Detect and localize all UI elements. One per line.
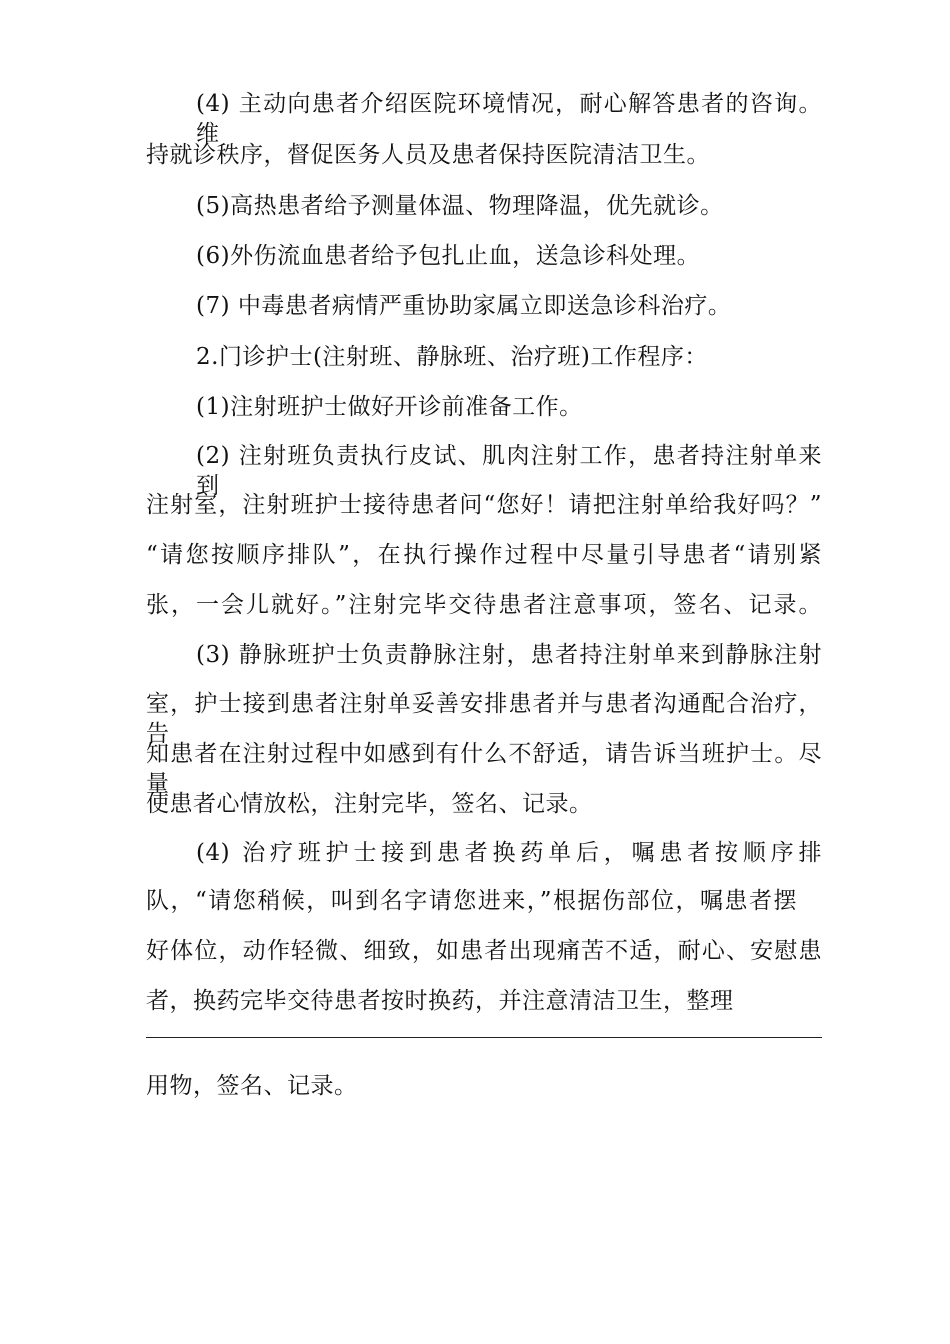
text-line-10: “请您按顺序排队”，在执行操作过程中尽量引导患者“请别紧 (146, 542, 822, 568)
text-line-15: 使患者心情放松，注射完毕，签名、记录。 (146, 791, 593, 817)
text-line-7: (1)注射班护士做好开诊前准备工作。 (196, 394, 583, 420)
text-line-3: (5)高热患者给予测量体温、物理降温，优先就诊。 (196, 193, 724, 219)
text-line-19: 者，换药完毕交待患者按时换药，并注意清洁卫生，整理 (146, 988, 734, 1014)
page-divider (146, 1037, 822, 1038)
text-line-11: 张，一会儿就好。”注射完毕交待患者注意事项，签名、记录。 (146, 592, 822, 618)
text-line-20: 用物，签名、记录。 (146, 1073, 358, 1099)
text-line-13: 室，护士接到患者注射单妥善安排患者并与患者沟通配合治疗，告 (146, 691, 822, 747)
text-line-4: (6)外伤流血患者给予包扎止血，送急诊科处理。 (196, 243, 701, 269)
text-line-14: 知患者在注射过程中如感到有什么不舒适，请告诉当班护士。尽量 (146, 741, 822, 797)
text-line-1: (4) 主动向患者介绍医院环境情况，耐心解答患者的咨询。维 (196, 91, 822, 147)
text-line-9: 注射室，注射班护士接待患者问“您好！请把注射单给我好吗？” (146, 492, 822, 518)
text-line-12: (3) 静脉班护士负责静脉注射，患者持注射单来到静脉注射 (196, 642, 822, 668)
text-line-5: (7) 中毒患者病情严重协助家属立即送急诊科治疗。 (196, 293, 732, 319)
text-line-16: (4) 治疗班护士接到患者换药单后，嘱患者按顺序排 (196, 840, 822, 866)
text-line-8: (2) 注射班负责执行皮试、肌肉注射工作，患者持注射单来到 (196, 443, 822, 499)
text-line-6: 2.门诊护士(注射班、静脉班、治疗班)工作程序： (196, 344, 708, 370)
text-line-18: 好体位，动作轻微、细致，如患者出现痛苦不适，耐心、安慰患 (146, 938, 822, 964)
text-line-2: 持就诊秩序，督促医务人员及患者保持医院清洁卫生。 (146, 142, 710, 168)
text-line-17: 队，“请您稍候，叫到名字请您进来，”根据伤部位，嘱患者摆 (146, 888, 799, 914)
